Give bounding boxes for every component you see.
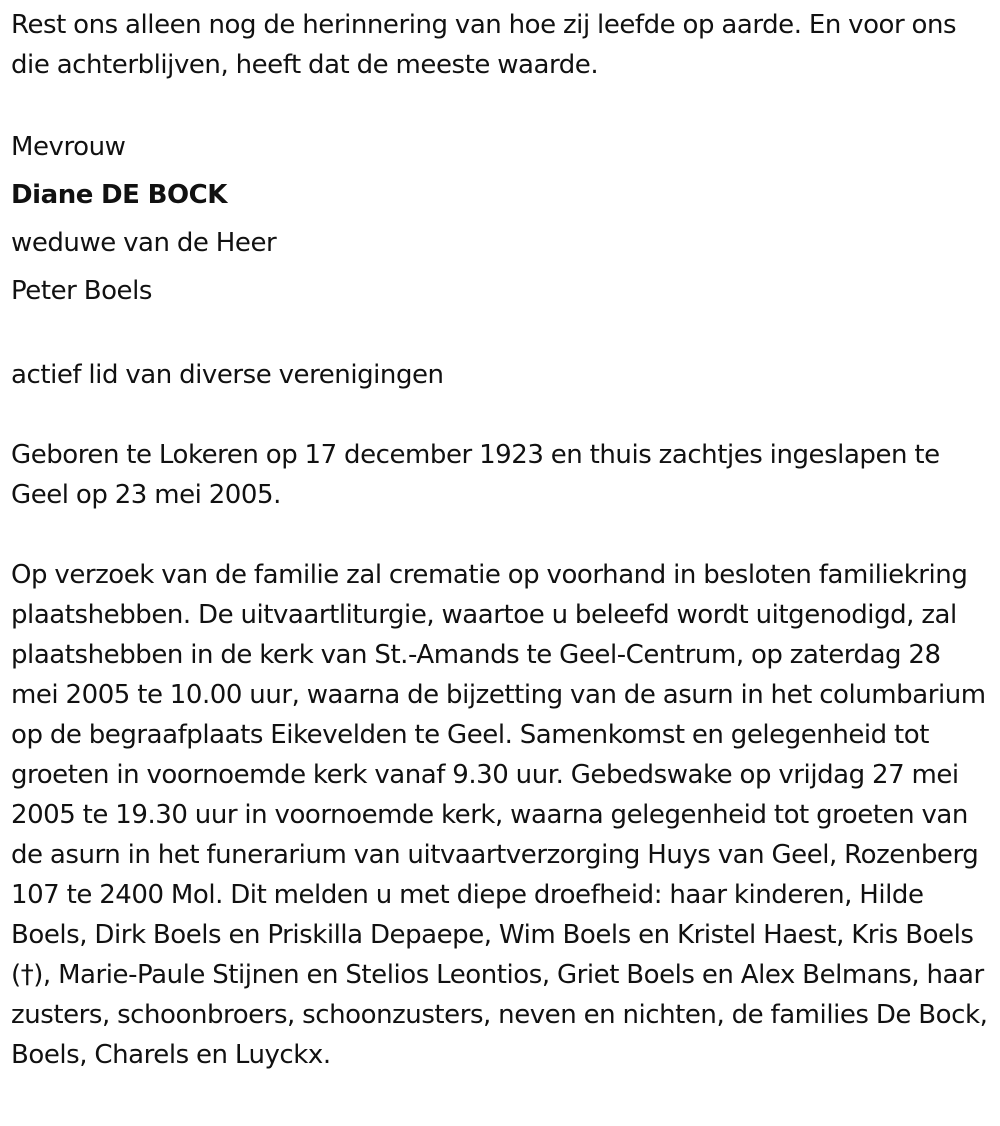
deceased-name: Diane DE BOCK: [11, 180, 227, 210]
spacer: [11, 395, 990, 435]
membership-line: actief lid van diverse verenigingen: [11, 360, 444, 390]
intro-quote: Rest ons alleen nog de herinnering van hoe zij leefde op aarde. En voor ons die achterblijven, heeft dat de meeste waarde.: [11, 10, 957, 80]
spacer: [11, 515, 990, 555]
widow-line: weduwe van de Heer: [11, 228, 277, 258]
spacer: [11, 315, 990, 355]
birth-death-paragraph: Geboren te Lokeren op 17 december 1923 en thuis zachtjes ingeslapen te Geel op 23 mei 2005.: [11, 440, 940, 510]
spouse-name: Peter Boels: [11, 276, 152, 306]
funeral-info-paragraph: Op verzoek van de familie zal crematie op voorhand in besloten familiekring plaatshebben. De uitvaartliturgie, waartoe u beleefd wordt uitgenodigd, zal plaatshebben in de kerk van St.-Amands te Geel-Centrum, op zaterdag 28 mei 2005 te 10.00 uur, waarna de bijzetting van de asurn in het columbarium op de begraafplaats Eikevelden te Geel. Samenkomst en gelegenheid tot groeten in voornoemde kerk vanaf 9.30 uur. Gebedswake op vrijdag 27 mei 2005 te 19.30 uur in voornoemde kerk, waarna gelegenheid tot groeten van de asurn in het funerarium van uitvaartverzorging Huys van Geel, Rozenberg 107 te 2400 Mol. Dit melden u met diepe droefheid: haar kinderen, Hilde Boels, Dirk Boels en Priskilla Depaepe, Wim Boels en Kristel Haest, Kris Boels (†), Marie-Paule Stijnen en Stelios Leontios, Griet Boels en Alex Belmans, haar zusters, schoonbroers, schoonzusters, neven en nichten, de families De Bock, Boels, Charels en Luyckx.: [11, 560, 988, 1070]
spacer: [11, 85, 990, 123]
deceased-name-block: [11, 123, 990, 315]
salutation: Mevrouw: [11, 132, 126, 162]
